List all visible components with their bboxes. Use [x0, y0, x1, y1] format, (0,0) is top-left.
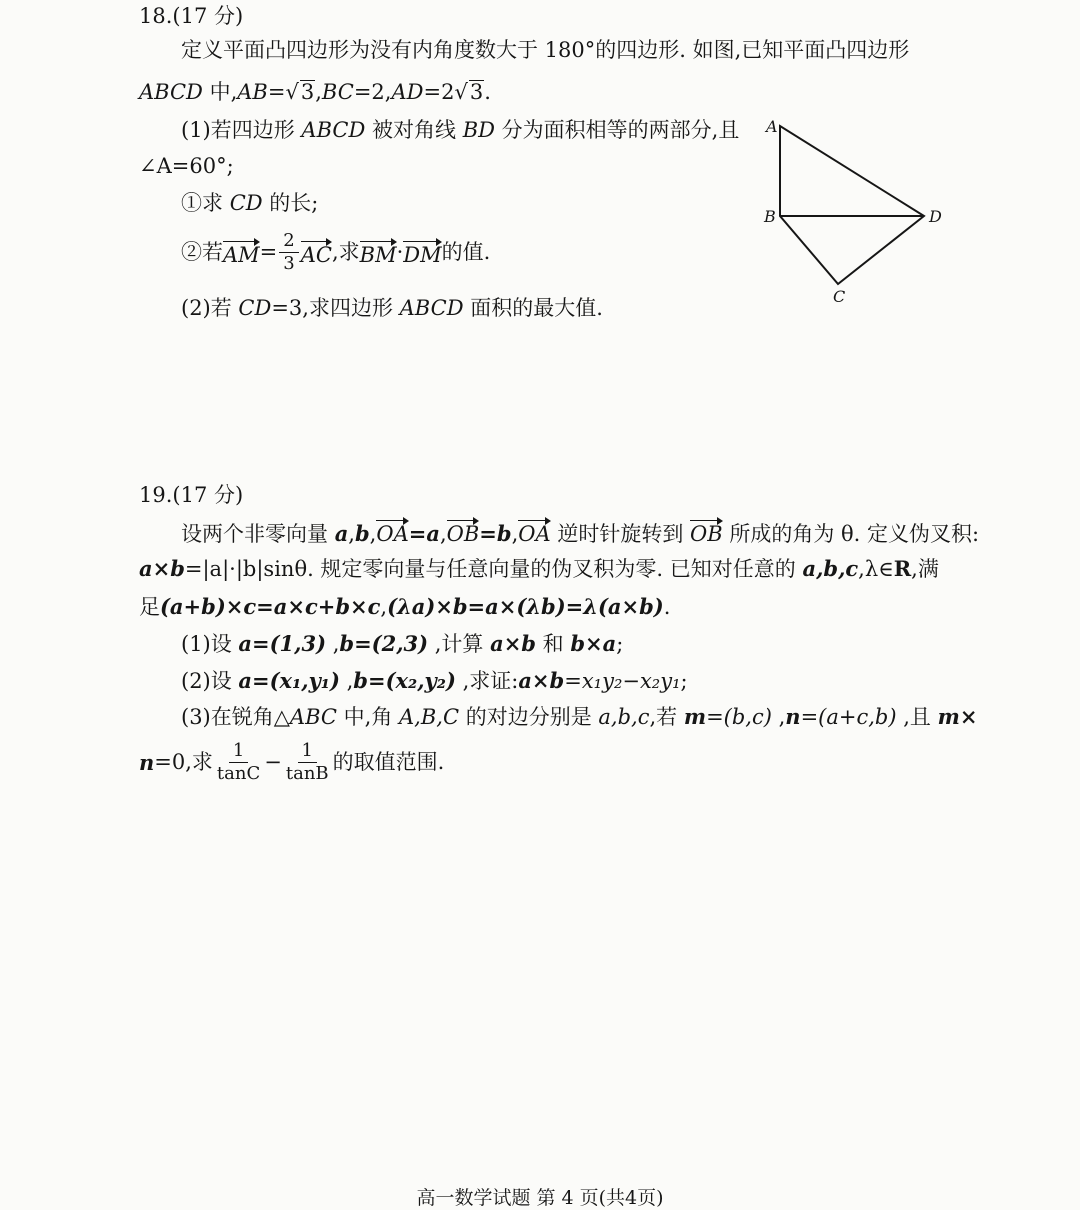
q18-angle-condition: ∠A=60°;	[139, 154, 234, 178]
quad-abcd: ABCD	[139, 80, 203, 104]
q18-number: 18.(17 分)	[139, 4, 244, 28]
q19-part1: (1)设 a=(1,3) ,b=(2,3) ,计算 a×b 和 b×a;	[181, 631, 624, 656]
q19-number: 19.(17 分)	[139, 483, 244, 507]
vector-oa: OA	[376, 518, 408, 545]
q18-part2: (2)若 CD=3,求四边形 ABCD 面积的最大值.	[181, 296, 603, 320]
figure-label-b: B	[764, 207, 776, 226]
fraction-1-tanc: $\frac{1}{\tan C}$	[216, 740, 261, 784]
vector-oa-2: OA	[518, 518, 550, 545]
quadrilateral-outline	[780, 126, 924, 284]
vector-am: AM	[223, 239, 260, 266]
quadrilateral-figure	[758, 112, 958, 312]
vector-ac: AC	[301, 239, 332, 266]
q19-line2: a×b=|a|·|b|sinθ. 规定零向量与任意向量的伪叉积为零. 已知对任意的 a,b,c,λ∈R,满	[139, 556, 939, 581]
vector-dm: DM	[403, 239, 441, 266]
fraction-1-tanb: $\frac{1}{\tan B}$	[285, 740, 329, 784]
vector-bm: BM	[360, 239, 397, 266]
q19-part3: (3)在锐角△ABC 中,角 A,B,C 的对边分别是 a,b,c,若 m=(b,c) ,n=(a+c,b) ,且 m×	[181, 704, 978, 729]
q19-line1: 设两个非零向量 a,b,OA=a,OB=b,OA 逆时针旋转到 OB 所成的角为 θ. 定义伪叉积:	[181, 518, 979, 545]
q18-intro-line2: ABCD 中,AB=√3,BC=2,AD=2√3.	[139, 80, 491, 104]
figure-label-a: A	[766, 117, 778, 136]
q18-sub1: ①求 CD 的长;	[181, 191, 319, 215]
vector-ob: OB	[447, 518, 480, 545]
q18-sub2: ②若 AM = $\frac{2}{3}$ AC ,求 BM · DM 的值.	[181, 230, 491, 274]
figure-label-c: C	[833, 287, 846, 306]
page-footer: 高一数学试题 第 4 页(共4页)	[416, 1187, 664, 1209]
fraction-2-3: $\frac{2}{3}$	[279, 232, 298, 273]
q18-intro-line1: 定义平面凸四边形为没有内角度数大于 180°的四边形. 如图,已知平面凸四边形	[181, 38, 910, 62]
q19-line3: 足(a+b)×c=a×c+b×c,(λa)×b=a×(λb)=λ(a×b).	[139, 594, 671, 619]
q18-part1: (1)若四边形 ABCD 被对角线 BD 分为面积相等的两部分,且	[181, 118, 740, 142]
q19-part2: (2)设 a=(x₁,y₁) ,b=(x₂,y₂) ,求证:a×b=x₁y₂−x₂y₁;	[181, 668, 688, 693]
sqrt-3b: 3	[469, 80, 484, 104]
q19-part3-cont: n =0,求 $\frac{1}{\tan C}$ − $\frac{1}{\tan B}$ 的取值范围.	[139, 740, 445, 784]
sqrt-3: 3	[300, 80, 315, 104]
vector-ob-2: OB	[690, 518, 723, 545]
figure-label-d: D	[929, 207, 942, 226]
